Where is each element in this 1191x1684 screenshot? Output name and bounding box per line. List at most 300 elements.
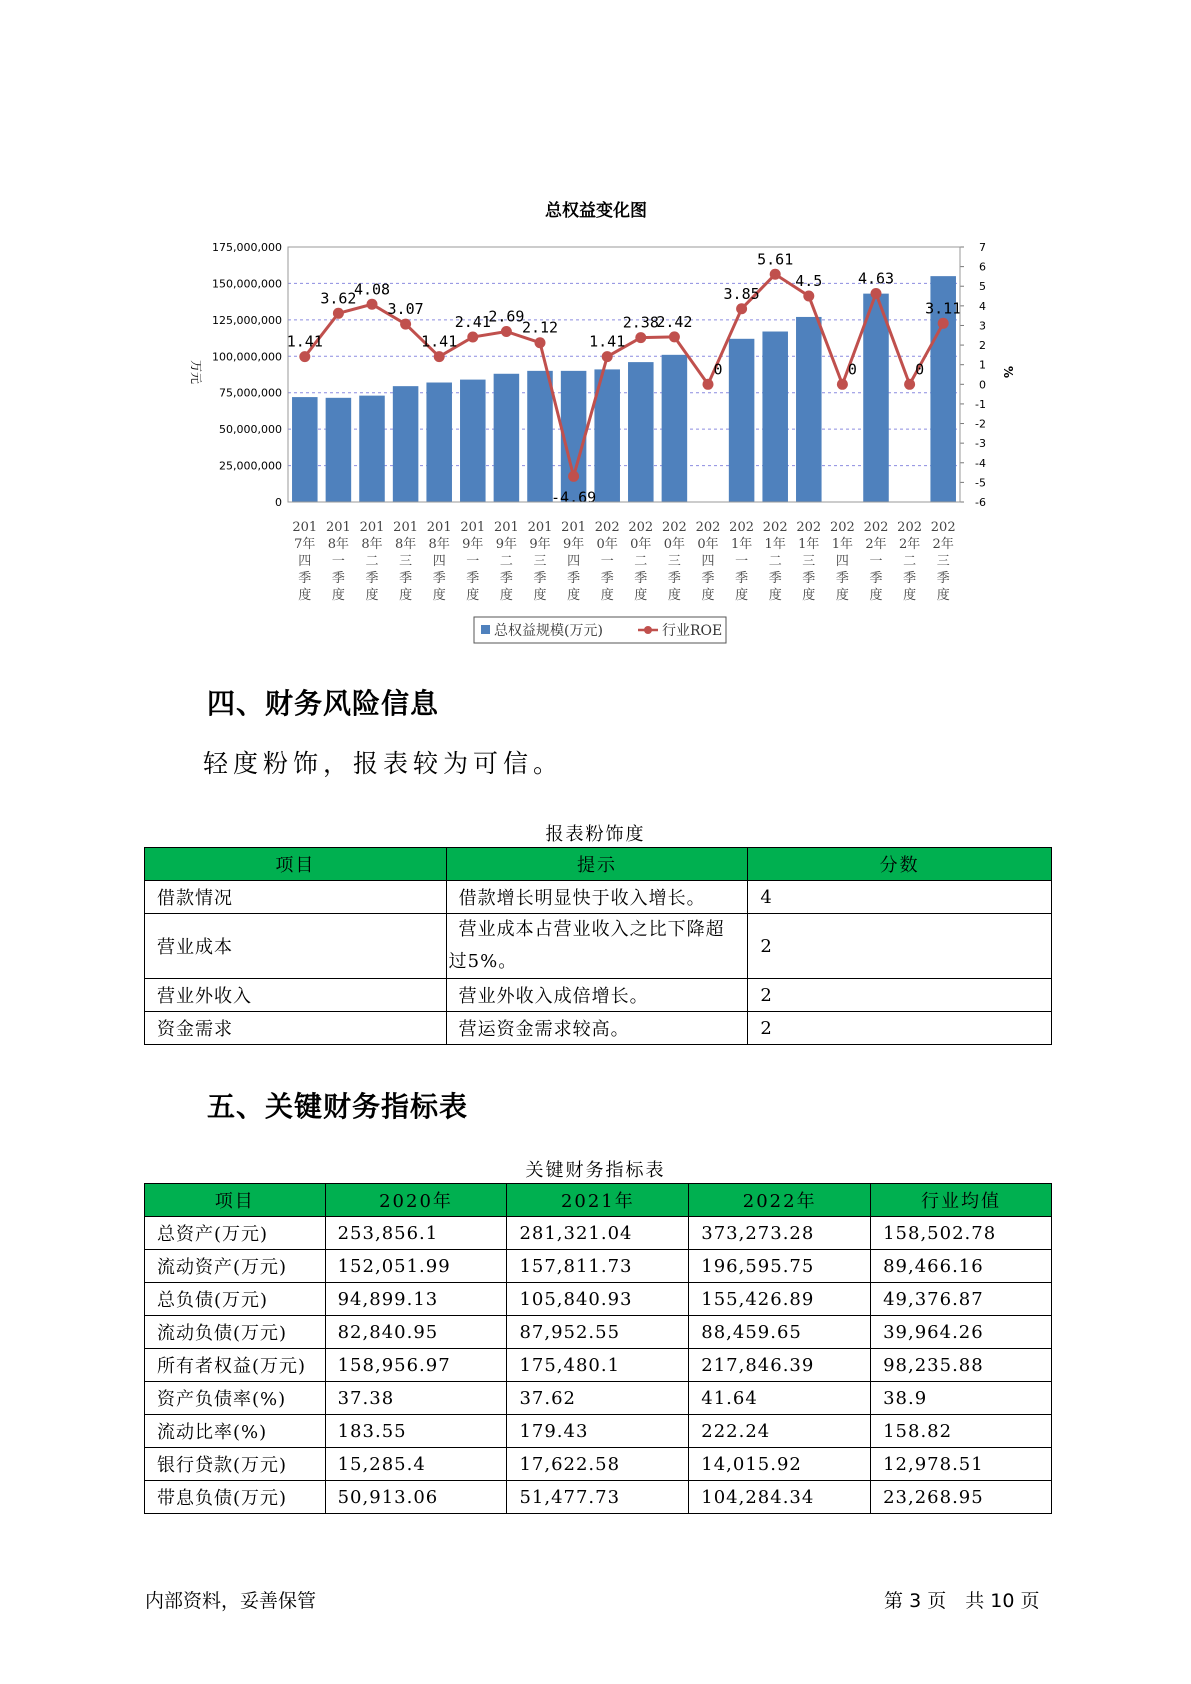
page-mid: 页 共 bbox=[927, 1590, 985, 1612]
metric-value: 50,913.06 bbox=[325, 1481, 507, 1514]
chart-legend bbox=[474, 617, 726, 643]
x-tick-text: 202 bbox=[594, 520, 620, 535]
x-tick-text: 三 bbox=[667, 554, 681, 569]
fin-table bbox=[144, 1183, 1052, 1514]
x-tick-text: 0年 bbox=[630, 537, 652, 552]
metric-value: 89,466.16 bbox=[871, 1250, 1052, 1283]
metric-value: 37.62 bbox=[507, 1382, 689, 1415]
x-tick-text: 季 bbox=[432, 571, 446, 586]
roe-data-label: 2.41 bbox=[454, 313, 491, 332]
table-row bbox=[145, 1012, 1052, 1045]
x-tick-text: 201 bbox=[325, 520, 351, 535]
x-tick-text: 季 bbox=[399, 571, 413, 586]
page-current: 3 bbox=[909, 1590, 922, 1612]
equity-bar bbox=[863, 294, 889, 502]
x-tick-text: 季 bbox=[533, 571, 547, 586]
x-tick-label bbox=[796, 520, 821, 603]
metric-value: 196,595.75 bbox=[689, 1250, 871, 1283]
x-tick-text: 202 bbox=[661, 520, 687, 535]
x-tick-text: 季 bbox=[802, 571, 816, 586]
metric-value: 38.9 bbox=[871, 1382, 1052, 1415]
y2-tick-label: -6 bbox=[975, 496, 986, 509]
x-tick-text: 度 bbox=[466, 588, 480, 603]
equity-bar bbox=[326, 398, 352, 502]
x-tick-text: 季 bbox=[936, 571, 950, 586]
y2-tick-label: 7 bbox=[979, 241, 986, 254]
y2-tick-label: -4 bbox=[975, 456, 986, 470]
y2-tick-label: 1 bbox=[979, 358, 986, 372]
x-tick-text: 季 bbox=[735, 571, 749, 586]
x-tick-text: 202 bbox=[930, 520, 956, 535]
roe-data-label: 1.41 bbox=[589, 332, 626, 351]
x-tick-label bbox=[763, 520, 788, 603]
table-row bbox=[145, 881, 1052, 914]
x-tick-text: 202 bbox=[729, 520, 755, 535]
header-cell: 项目 bbox=[145, 848, 447, 881]
section5-heading: 五、关键财务指标表 bbox=[207, 1090, 469, 1123]
table-row bbox=[145, 979, 1052, 1012]
metric-value: 15,285.4 bbox=[325, 1448, 507, 1481]
x-tick-text: 度 bbox=[768, 588, 782, 603]
x-tick-text: 201 bbox=[561, 520, 587, 535]
roe-point bbox=[871, 288, 882, 299]
roe-point bbox=[736, 303, 747, 314]
y-tick-label: 0 bbox=[275, 496, 282, 509]
legend-bar-swatch bbox=[481, 625, 490, 634]
x-tick-text: 度 bbox=[869, 588, 883, 603]
risk-score: 4 bbox=[748, 881, 1052, 914]
roe-point bbox=[535, 337, 546, 348]
risk-score: 2 bbox=[748, 1012, 1052, 1045]
x-tick-text: 7年 bbox=[294, 537, 316, 552]
metric-value: 105,840.93 bbox=[507, 1283, 689, 1316]
header-cell: 2021年 bbox=[507, 1184, 689, 1217]
x-tick-text: 四 bbox=[835, 554, 849, 569]
y-tick-label: 175,000,000 bbox=[212, 241, 282, 254]
roe-data-label: 1.41 bbox=[421, 332, 458, 351]
x-tick-label bbox=[628, 520, 653, 603]
risk-hint: 借款增长明显快于收入增长。 bbox=[446, 881, 748, 914]
roe-point bbox=[501, 326, 512, 337]
page-total: 10 bbox=[990, 1590, 1015, 1612]
roe-point bbox=[602, 351, 613, 362]
metric-value: 373,273.28 bbox=[689, 1217, 871, 1250]
x-tick-text: 度 bbox=[903, 588, 917, 603]
x-tick-text: 202 bbox=[762, 520, 788, 535]
page-prefix: 第 bbox=[884, 1590, 904, 1612]
x-tick-text: 三 bbox=[399, 554, 413, 569]
x-tick-text: 度 bbox=[835, 588, 849, 603]
roe-point bbox=[770, 269, 781, 280]
x-tick-text: 季 bbox=[499, 571, 513, 586]
table-row bbox=[145, 1250, 1052, 1283]
equity-bar bbox=[662, 355, 688, 502]
risk-score: 2 bbox=[748, 914, 1052, 979]
metric-value: 82,840.95 bbox=[325, 1316, 507, 1349]
x-tick-text: 四 bbox=[298, 554, 312, 569]
footer-note: 内部资料，妥善保管 bbox=[145, 1590, 317, 1612]
metric-name: 带息负债(万元) bbox=[145, 1481, 326, 1514]
roe-data-label: 2.12 bbox=[521, 318, 559, 337]
x-tick-text: 度 bbox=[499, 588, 513, 603]
x-tick-text: 季 bbox=[298, 571, 312, 586]
x-tick-text: 度 bbox=[936, 588, 950, 603]
roe-point bbox=[803, 291, 814, 302]
roe-data-label: 5.61 bbox=[757, 250, 794, 269]
x-tick-text: 8年 bbox=[428, 537, 450, 552]
x-tick-text: 一 bbox=[600, 554, 614, 569]
x-tick-text: 9年 bbox=[529, 537, 551, 552]
x-tick-text: 2年 bbox=[932, 537, 954, 552]
roe-point bbox=[367, 299, 378, 310]
table-row bbox=[145, 1349, 1052, 1382]
y-tick-label: 50,000,000 bbox=[219, 423, 282, 437]
metric-value: 39,964.26 bbox=[871, 1316, 1052, 1349]
metric-name: 所有者权益(万元) bbox=[145, 1349, 326, 1382]
x-tick-text: 度 bbox=[567, 588, 581, 603]
roe-data-label: 3.85 bbox=[723, 284, 760, 303]
x-tick-text: 季 bbox=[768, 571, 782, 586]
roe-data-label: 2.42 bbox=[656, 312, 693, 331]
roe-point bbox=[837, 379, 848, 390]
x-tick-text: 一 bbox=[331, 554, 345, 569]
y-tick-label: 150,000,000 bbox=[212, 277, 282, 291]
metric-name: 银行贷款(万元) bbox=[145, 1448, 326, 1481]
metric-value: 157,811.73 bbox=[507, 1250, 689, 1283]
y2-tick-label: 2 bbox=[979, 339, 986, 353]
x-tick-text: 季 bbox=[567, 571, 581, 586]
table-row bbox=[145, 914, 1052, 979]
x-tick-text: 9年 bbox=[562, 537, 585, 552]
header-cell: 提示 bbox=[446, 848, 748, 881]
x-tick-text: 季 bbox=[701, 571, 715, 586]
x-tick-text: 201 bbox=[292, 520, 318, 535]
metric-value: 217,846.39 bbox=[689, 1349, 871, 1382]
metric-value: 253,856.1 bbox=[325, 1217, 507, 1250]
metric-value: 88,459.65 bbox=[689, 1316, 871, 1349]
x-tick-text: 0年 bbox=[697, 537, 719, 552]
x-tick-text: 二 bbox=[499, 554, 513, 569]
fin-table-header bbox=[145, 1184, 1052, 1217]
x-tick-text: 202 bbox=[829, 520, 855, 535]
roe-data-label: 4.63 bbox=[857, 269, 895, 288]
y2-tick-label: 0 bbox=[979, 378, 986, 392]
x-tick-text: 度 bbox=[600, 588, 614, 603]
x-tick-label bbox=[360, 520, 385, 603]
x-tick-text: 202 bbox=[628, 520, 654, 535]
y-tick-label: 25,000,000 bbox=[219, 459, 282, 473]
metric-name: 总负债(万元) bbox=[145, 1283, 326, 1316]
x-tick-text: 201 bbox=[393, 520, 419, 535]
x-tick-label bbox=[696, 520, 721, 603]
chart-data-labels bbox=[287, 250, 962, 506]
x-tick-text: 202 bbox=[863, 520, 889, 535]
table-row bbox=[145, 1283, 1052, 1316]
metric-name: 流动资产(万元) bbox=[145, 1250, 326, 1283]
y2-tick-label: 6 bbox=[979, 260, 986, 274]
x-tick-text: 8年 bbox=[327, 537, 350, 552]
x-tick-label bbox=[494, 520, 519, 603]
metric-name: 流动负债(万元) bbox=[145, 1316, 326, 1349]
equity-bar bbox=[393, 386, 419, 502]
x-tick-label bbox=[393, 520, 418, 603]
legend-bar-label: 总权益规模(万元) bbox=[494, 623, 603, 639]
header-cell: 2020年 bbox=[325, 1184, 507, 1217]
legend-line-label: 行业ROE bbox=[662, 623, 723, 639]
roe-point bbox=[434, 351, 445, 362]
x-tick-label bbox=[561, 520, 586, 603]
x-tick-text: 度 bbox=[432, 588, 446, 603]
x-tick-text: 201 bbox=[426, 520, 452, 535]
x-tick-text: 三 bbox=[533, 554, 547, 569]
metric-value: 104,284.34 bbox=[689, 1481, 871, 1514]
x-tick-text: 度 bbox=[365, 588, 379, 603]
equity-bar bbox=[426, 383, 452, 502]
y-tick-label: 100,000,000 bbox=[212, 350, 282, 364]
metric-value: 155,426.89 bbox=[689, 1283, 871, 1316]
page-number bbox=[884, 1586, 1040, 1613]
x-tick-text: 201 bbox=[460, 520, 486, 535]
x-tick-text: 度 bbox=[802, 588, 816, 603]
metric-value: 12,978.51 bbox=[871, 1448, 1052, 1481]
x-tick-text: 0年 bbox=[663, 537, 686, 552]
table-row bbox=[145, 1481, 1052, 1514]
x-tick-text: 二 bbox=[365, 554, 379, 569]
risk-table-header bbox=[145, 848, 1052, 881]
x-tick-text: 二 bbox=[903, 554, 917, 569]
metric-value: 98,235.88 bbox=[871, 1349, 1052, 1382]
metric-value: 222.24 bbox=[689, 1415, 871, 1448]
x-tick-label bbox=[460, 520, 485, 603]
risk-hint-line: 营业成本占营业收入之比下降超 bbox=[458, 919, 725, 940]
roe-data-label: 2.69 bbox=[488, 307, 525, 326]
risk-hint: 营运资金需求较高。 bbox=[446, 1012, 748, 1045]
risk-hint-line: 过5%。 bbox=[448, 951, 518, 972]
roe-data-label: 0 bbox=[847, 360, 857, 379]
x-tick-text: 季 bbox=[331, 571, 345, 586]
risk-item: 营业成本 bbox=[145, 914, 447, 979]
x-tick-text: 1年 bbox=[764, 537, 786, 552]
metric-value: 158.82 bbox=[871, 1415, 1052, 1448]
roe-point bbox=[669, 331, 680, 342]
x-tick-text: 四 bbox=[701, 554, 715, 569]
metric-value: 94,899.13 bbox=[325, 1283, 507, 1316]
x-tick-text: 季 bbox=[466, 571, 480, 586]
x-tick-label bbox=[897, 520, 922, 603]
y-tick-label: 75,000,000 bbox=[219, 386, 282, 400]
risk-table-caption: 报表粉饰度 bbox=[545, 824, 646, 845]
x-tick-text: 9年 bbox=[462, 537, 484, 552]
y2-tick-label: -3 bbox=[975, 437, 986, 451]
header-cell: 分数 bbox=[748, 848, 1052, 881]
metric-value: 17,622.58 bbox=[507, 1448, 689, 1481]
x-tick-text: 201 bbox=[527, 520, 553, 535]
y2-tick-label: 4 bbox=[979, 299, 986, 313]
x-tick-label bbox=[729, 520, 754, 603]
section4-heading: 四、财务风险信息 bbox=[207, 687, 440, 720]
metric-value: 14,015.92 bbox=[689, 1448, 871, 1481]
y2-tick-label: 3 bbox=[979, 319, 986, 333]
metric-value: 41.64 bbox=[689, 1382, 871, 1415]
x-tick-text: 202 bbox=[796, 520, 822, 535]
chart-y2-axis-label: % bbox=[1001, 365, 1015, 379]
x-tick-text: 202 bbox=[695, 520, 721, 535]
x-tick-text: 1年 bbox=[831, 537, 854, 552]
x-tick-text: 三 bbox=[802, 554, 816, 569]
metric-value: 183.55 bbox=[325, 1415, 507, 1448]
x-tick-text: 度 bbox=[634, 588, 648, 603]
x-tick-text: 2年 bbox=[898, 537, 921, 552]
metric-value: 51,477.73 bbox=[507, 1481, 689, 1514]
metric-value: 158,502.78 bbox=[871, 1217, 1052, 1250]
roe-point bbox=[400, 319, 411, 330]
chart-title: 总权益变化图 bbox=[545, 201, 647, 221]
risk-item: 资金需求 bbox=[145, 1012, 447, 1045]
table-row bbox=[145, 1316, 1052, 1349]
y2-tick-label: -5 bbox=[975, 476, 986, 490]
chart-x-ticks bbox=[292, 520, 955, 603]
metric-name: 流动比率(%) bbox=[145, 1415, 326, 1448]
x-tick-text: 季 bbox=[903, 571, 917, 586]
page-suffix: 页 bbox=[1020, 1590, 1040, 1612]
y2-tick-label: -1 bbox=[975, 397, 986, 411]
x-tick-text: 8年 bbox=[361, 537, 383, 552]
x-tick-text: 201 bbox=[493, 520, 519, 535]
y-tick-label: 125,000,000 bbox=[212, 313, 282, 327]
x-tick-text: 一 bbox=[869, 554, 883, 569]
roe-data-label: 3.11 bbox=[925, 299, 962, 318]
risk-table bbox=[144, 847, 1052, 1045]
x-tick-text: 三 bbox=[936, 554, 950, 569]
x-tick-label bbox=[595, 520, 620, 603]
metric-value: 158,956.97 bbox=[325, 1349, 507, 1382]
metric-value: 87,952.55 bbox=[507, 1316, 689, 1349]
equity-bar bbox=[460, 380, 486, 502]
x-tick-text: 度 bbox=[399, 588, 413, 603]
risk-item: 营业外收入 bbox=[145, 979, 447, 1012]
roe-data-label: 2.38 bbox=[622, 313, 659, 332]
x-tick-text: 季 bbox=[869, 571, 883, 586]
header-cell: 2022年 bbox=[689, 1184, 871, 1217]
x-tick-text: 季 bbox=[634, 571, 648, 586]
section4-summary: 轻度粉饰，报表较为可信。 bbox=[203, 749, 564, 778]
table-row bbox=[145, 1382, 1052, 1415]
x-tick-text: 季 bbox=[835, 571, 849, 586]
metric-name: 资产负债率(%) bbox=[145, 1382, 326, 1415]
roe-data-label: 3.07 bbox=[387, 300, 424, 319]
equity-bar bbox=[494, 374, 520, 502]
y2-tick-label: 5 bbox=[979, 280, 986, 294]
metric-value: 152,051.99 bbox=[325, 1250, 507, 1283]
equity-bar bbox=[359, 396, 385, 502]
metric-value: 179.43 bbox=[507, 1415, 689, 1448]
x-tick-text: 9年 bbox=[495, 537, 518, 552]
x-tick-text: 二 bbox=[634, 554, 648, 569]
x-tick-label bbox=[931, 520, 956, 603]
x-tick-text: 二 bbox=[768, 554, 782, 569]
roe-point bbox=[703, 379, 714, 390]
equity-bar bbox=[729, 339, 755, 502]
roe-data-label: 1.41 bbox=[286, 332, 323, 351]
x-tick-text: 季 bbox=[600, 571, 614, 586]
metric-value: 37.38 bbox=[325, 1382, 507, 1415]
x-tick-text: 202 bbox=[897, 520, 923, 535]
roe-data-label: 0 bbox=[915, 360, 925, 379]
x-tick-text: 度 bbox=[298, 588, 312, 603]
y2-tick-label: -2 bbox=[975, 417, 986, 431]
x-tick-text: 0年 bbox=[596, 537, 618, 552]
x-tick-label bbox=[326, 520, 351, 603]
x-tick-text: 四 bbox=[567, 554, 581, 569]
roe-point bbox=[333, 308, 344, 319]
equity-bar bbox=[796, 317, 822, 502]
x-tick-label bbox=[427, 520, 452, 603]
table-row bbox=[145, 1217, 1052, 1250]
x-tick-text: 201 bbox=[359, 520, 385, 535]
x-tick-text: 度 bbox=[667, 588, 681, 603]
roe-point bbox=[938, 318, 949, 329]
roe-data-label: 4.08 bbox=[353, 280, 391, 299]
equity-bar bbox=[527, 371, 553, 502]
table-row bbox=[145, 1448, 1052, 1481]
risk-hint bbox=[446, 914, 748, 979]
equity-bar bbox=[292, 397, 318, 502]
x-tick-text: 四 bbox=[432, 554, 446, 569]
equity-chart bbox=[0, 0, 1191, 660]
roe-data-label: -4.69 bbox=[551, 488, 597, 507]
roe-point bbox=[299, 351, 310, 362]
metric-name: 总资产(万元) bbox=[145, 1217, 326, 1250]
x-tick-text: 度 bbox=[331, 588, 345, 603]
x-tick-label bbox=[662, 520, 687, 603]
x-tick-text: 度 bbox=[701, 588, 715, 603]
header-cell: 项目 bbox=[145, 1184, 326, 1217]
metric-value: 23,268.95 bbox=[871, 1481, 1052, 1514]
roe-data-label: 4.5 bbox=[795, 272, 823, 291]
roe-point bbox=[467, 332, 478, 343]
legend-line-marker bbox=[644, 626, 652, 634]
metric-value: 281,321.04 bbox=[507, 1217, 689, 1250]
x-tick-label bbox=[292, 520, 317, 603]
fin-table-caption: 关键财务指标表 bbox=[525, 1160, 666, 1181]
header-cell: 行业均值 bbox=[871, 1184, 1052, 1217]
risk-item: 借款情况 bbox=[145, 881, 447, 914]
table-row bbox=[145, 1415, 1052, 1448]
x-tick-text: 2年 bbox=[865, 537, 887, 552]
roe-point bbox=[568, 471, 579, 482]
x-tick-label bbox=[830, 520, 855, 603]
chart-y-axis-label: 万元 bbox=[189, 359, 203, 385]
roe-data-label: 0 bbox=[713, 360, 723, 379]
x-tick-label bbox=[864, 520, 889, 603]
metric-value: 49,376.87 bbox=[871, 1283, 1052, 1316]
roe-data-label: 3.62 bbox=[320, 289, 357, 308]
x-tick-text: 季 bbox=[667, 571, 681, 586]
risk-hint: 营业外收入成倍增长。 bbox=[446, 979, 748, 1012]
metric-value: 175,480.1 bbox=[507, 1349, 689, 1382]
x-tick-text: 一 bbox=[735, 554, 749, 569]
roe-point bbox=[635, 332, 646, 343]
equity-bar bbox=[628, 362, 654, 502]
x-tick-text: 季 bbox=[365, 571, 379, 586]
equity-bar bbox=[762, 332, 788, 502]
x-tick-text: 1年 bbox=[798, 537, 820, 552]
x-tick-text: 一 bbox=[466, 554, 480, 569]
roe-point bbox=[904, 379, 915, 390]
x-tick-text: 度 bbox=[735, 588, 749, 603]
x-tick-text: 8年 bbox=[394, 537, 417, 552]
x-tick-label bbox=[528, 520, 553, 603]
